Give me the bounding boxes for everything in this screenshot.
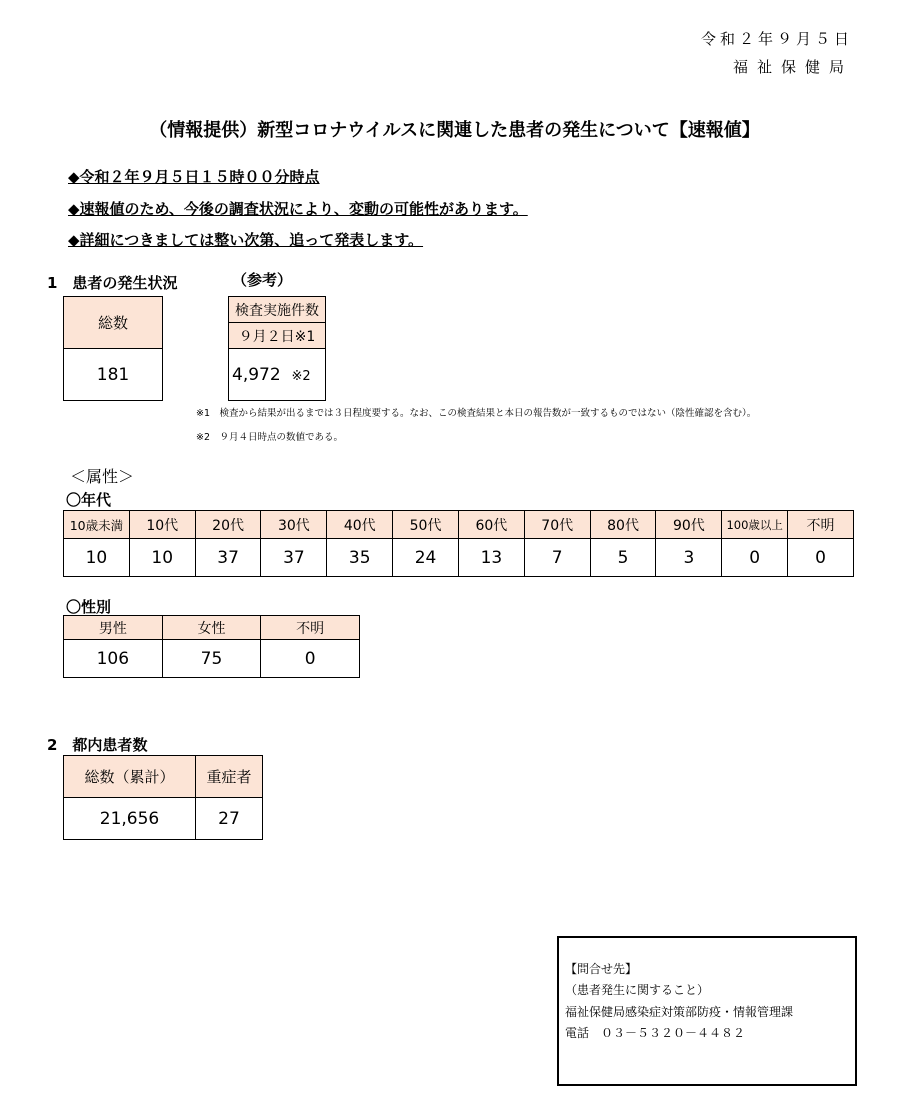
total-label-cell: 総数 — [64, 297, 163, 349]
age-header-cell: 70代 — [524, 511, 590, 539]
gender-value-row — [64, 640, 360, 678]
age-header-cell: 50代 — [393, 511, 459, 539]
tests-table — [228, 296, 326, 401]
age-value-cell: 7 — [524, 539, 590, 577]
tests-label-line2: ９月２日※1 — [229, 323, 326, 349]
age-header-cell: 30代 — [261, 511, 327, 539]
cumulative-value-row — [64, 798, 263, 840]
age-heading: 〇年代 — [66, 491, 112, 509]
tests-value: 4,972 — [232, 364, 281, 385]
age-value-row — [64, 539, 854, 577]
reference-label: （参考） — [232, 271, 293, 289]
tests-note-mark: ※2 — [291, 368, 311, 384]
age-header-cell: 不明 — [788, 511, 854, 539]
age-header-cell: 40代 — [327, 511, 393, 539]
total-value-cell: 181 — [64, 349, 163, 401]
contact-box — [557, 936, 857, 1086]
contact-department: 福祉保健局感染症対策部防疫・情報管理課 — [565, 1005, 794, 1019]
cumulative-total-value: 21,656 — [64, 798, 196, 840]
section1-heading: 1 患者の発生状況 — [47, 274, 178, 292]
age-value-cell: 0 — [788, 539, 854, 577]
age-value-cell: 24 — [393, 539, 459, 577]
notice-timestamp: ◆令和２年９月５日１５時００分時点 — [68, 168, 320, 186]
total-patients-table — [63, 296, 163, 401]
gender-header-cell: 男性 — [64, 616, 163, 640]
notice-details: ◆詳細につきましては整い次第、追って発表します。 — [68, 231, 424, 249]
severe-value: 27 — [196, 798, 263, 840]
tests-value-cell — [229, 349, 326, 401]
age-value-cell: 3 — [656, 539, 722, 577]
report-date: 令和２年９月５日 — [700, 30, 853, 48]
contact-phone: 電話 ０３－５３２０－４４８２ — [565, 1026, 746, 1040]
gender-header-cell: 不明 — [261, 616, 360, 640]
age-value-cell: 35 — [327, 539, 393, 577]
gender-table — [63, 615, 360, 678]
age-header-cell: 60代 — [458, 511, 524, 539]
contact-topic: （患者発生に関すること） — [565, 983, 710, 997]
age-header-cell: 20代 — [195, 511, 261, 539]
attributes-heading: ＜属性＞ — [70, 467, 135, 486]
gender-header-cell: 女性 — [162, 616, 261, 640]
gender-value-cell: 0 — [261, 640, 360, 678]
gender-header-row — [64, 616, 360, 640]
cumulative-header-row — [64, 756, 263, 798]
issuing-department: 福祉保健局 — [732, 58, 853, 76]
age-value-cell: 37 — [195, 539, 261, 577]
age-value-cell: 5 — [590, 539, 656, 577]
age-header-cell: 90代 — [656, 511, 722, 539]
age-header-cell: 10歳未満 — [64, 511, 130, 539]
gender-value-cell: 106 — [64, 640, 163, 678]
gender-heading: 〇性別 — [66, 598, 112, 616]
gender-value-cell: 75 — [162, 640, 261, 678]
age-header-cell: 100歳以上 — [722, 511, 788, 539]
cumulative-table — [63, 755, 263, 840]
contact-heading: 【問合せ先】 — [565, 962, 638, 976]
cumulative-total-label: 総数（累計） — [64, 756, 196, 798]
age-value-cell: 0 — [722, 539, 788, 577]
age-header-cell: 10代 — [129, 511, 195, 539]
footnote-2: ※2 ９月４日時点の数値である。 — [196, 432, 344, 443]
age-value-cell: 10 — [64, 539, 130, 577]
tests-label-line1: 検査実施件数 — [229, 297, 326, 323]
age-table — [63, 510, 854, 577]
notice-preliminary: ◆速報値のため、今後の調査状況により、変動の可能性があります。 — [68, 200, 528, 218]
severe-label: 重症者 — [196, 756, 263, 798]
page-title: （情報提供）新型コロナウイルスに関連した患者の発生について【速報値】 — [149, 120, 760, 141]
age-value-cell: 10 — [129, 539, 195, 577]
section2-heading: 2 都内患者数 — [47, 736, 148, 754]
age-header-row — [64, 511, 854, 539]
footnote-1: ※1 検査から結果が出るまでは３日程度要する。なお、この検査結果と本日の報告数が一致するものではない（陰性確認を含む）。 — [196, 408, 757, 419]
age-value-cell: 37 — [261, 539, 327, 577]
age-value-cell: 13 — [458, 539, 524, 577]
age-header-cell: 80代 — [590, 511, 656, 539]
